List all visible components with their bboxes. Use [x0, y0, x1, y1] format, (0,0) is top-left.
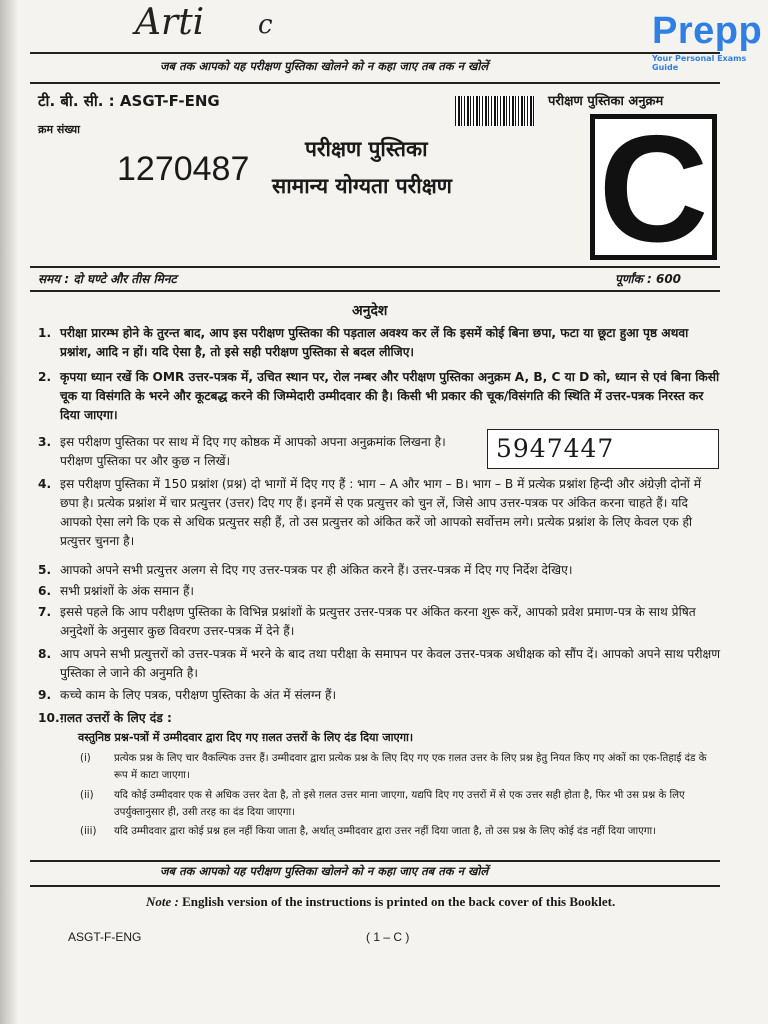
bottom-rule [30, 860, 720, 862]
roll-number-handwritten: 5947447 [496, 434, 615, 463]
top-rule [30, 52, 720, 54]
instruction-4: 4. इस परीक्षण पुस्तिका में 150 प्रश्नांश (प्रश्न) दो भागों में दिए गए हैं : भाग – A और भाग – B। भाग – B में प्रत्येक प्रश्नांश हिन्दी और अंग्रेज़ी दोनों में छपा है। प्रत्येक प्रश्नांश में चार प्रत्युत्तर (उत्तर) दिए गए हैं। इनमें से एक प्रत्युत्तर को चुन लें, जिसे आप उत्तर-पत्रक पर अंकित करना चाहते हैं। यदि आपको ऐसा लगे कि एक से अधिक प्रत्युत्तर सही हैं, तो उस प्रत्युत्तर को अंकित करें जो आपको सर्वोत्तम लगे। प्रत्येक प्रश्नांश के लिए केवल एक ही प्रत्युत्तर चुनना है। [38, 477, 702, 548]
instruction-10: 10. ग़लत उत्तरों के लिए दंड : [38, 711, 172, 725]
bottom-rule-2 [30, 885, 720, 887]
instruction-1: 1. परीक्षा प्रारम्भ होने के तुरन्त बाद, आप इस परीक्षण पुस्तिका की पड़ताल अवश्य कर लें कि इसमें कोई बिना छपा, फटा या छूटा हुआ पृष्ठ अथवा प्रश्नांश, आदि न हों। यदि ऐसा है, तो इसे सही परीक्षण पुस्तिका से बदल लीजिए। [38, 326, 689, 359]
penalty-item-3: (iii) यदि उम्मीदवार द्वारा कोई प्रश्न हल नहीं किया जाता है, अर्थात् उम्मीदवार द्वारा उत्तर नहीं दिया जाता है, तो उस प्रश्न के लिए कोई दंड नहीं दिया जाएगा। [80, 826, 656, 837]
series-label: परीक्षण पुस्तिका अनुक्रम [548, 94, 664, 109]
booklet-title: परीक्षण पुस्तिका [305, 137, 428, 161]
booklet-subtitle: सामान्य योग्यता परीक्षण [272, 174, 452, 198]
instruction-3: 3. इस परीक्षण पुस्तिका पर साथ में दिए गए कोष्ठक में आपको अपना अनुक्रमांक लिखना है। परीक्षण पुस्तिका पर और कुछ न लिखें। [38, 435, 446, 468]
handwritten-name: Arti [135, 2, 205, 43]
instruction-2: 2. कृपया ध्यान रखें कि OMR उत्तर-पत्रक में, उचित स्थान पर, रोल नम्बर और परीक्षण पुस्तिका अनुक्रम A, B, C या D को, ध्यान से एवं बिना किसी चूक या विसंगति के भरने और कूटबद्ध करने की जिम्मेदारी उम्मीदवार की है। किसी भी प्रकार की चूक/विसंगति की स्थिति में उत्तर-पत्रक निरस्त कर दिया जाएगा। [38, 370, 720, 422]
penalty-intro: वस्तुनिष्ठ प्रश्न-पत्रों में उम्मीदवार द्वारा दिए गए ग़लत उत्तरों के लिए दंड दिया जाएगा। [78, 731, 414, 744]
note-text: English version of the instructions is printed on the back cover of this Booklet. [182, 894, 616, 909]
penalty-item-1: (i) प्रत्येक प्रश्न के लिए चार वैकल्पिक उत्तर हैं। उम्मीदवार द्वारा प्रत्येक प्रश्न के लिए दिए गए एक ग़लत उत्तर के लिए प्रश्न हेतु नियत किए गए अंकों का एक-तिहाई दंड के रूप में काटा जाएगा। [80, 753, 707, 781]
english-note [146, 894, 615, 910]
top-rule-2 [30, 82, 720, 84]
note-label: Note : [146, 894, 179, 909]
prepp-logo: Prepp [652, 10, 763, 52]
meta-rule [30, 266, 720, 268]
total-marks: पूर्णांक : 600 [615, 272, 682, 286]
instruction-6: 6. सभी प्रश्नांशों के अंक समान हैं। [38, 584, 195, 598]
roll-number-box[interactable] [487, 429, 719, 469]
logo-tagline: Your Personal Exams Guide [652, 54, 747, 72]
handwritten-mark: c [258, 10, 273, 40]
footer-code: ASGT-F-ENG [68, 930, 142, 944]
exam-time: समय : दो घण्टे और तीस मिनट [38, 272, 177, 286]
page-number: ( 1 – C ) [366, 930, 410, 944]
serial-label: क्रम संख्या [38, 123, 80, 136]
instruction-7: 7. इससे पहले कि आप परीक्षण पुस्तिका के विभिन्न प्रश्नांशों के प्रत्युत्तर उत्तर-पत्रक पर अंकित करना शुरू करें, आपको प्रवेश प्रमाण-पत्र के साथ प्रेषित अनुदेशों के अनुसार कुछ विवरण उत्तर-पत्रक में देने हैं। [38, 605, 696, 638]
series-letter-box: C [590, 114, 717, 260]
instructions-heading: अनुदेश [352, 303, 388, 319]
series-code: टी. बी. सी. : ASGT-F-ENG [38, 92, 220, 110]
top-warning: जब तक आपको यह परीक्षण पुस्तिका खोलने को न कहा जाए तब तक न खोलें [160, 59, 489, 73]
serial-number: 1270487 [117, 150, 250, 188]
instruction-5: 5. आपको अपने सभी प्रत्युत्तर अलग से दिए गए उत्तर-पत्रक पर ही अंकित करने हैं। उत्तर-पत्रक में दिए गए निर्देश देखिए। [38, 563, 573, 577]
penalty-item-2: (ii) यदि कोई उम्मीदवार एक से अधिक उत्तर देता है, तो इसे ग़लत उत्तर माना जाएगा, यद्यपि दिए गए उत्तरों में से एक उत्तर सही होता है, फिर भी उस प्रश्न के लिए उपर्युक्तानुसार ही, उसी तरह का दंड दिया जाएगा। [80, 790, 685, 818]
instruction-9: 9. कच्चे काम के लिए पत्रक, परीक्षण पुस्तिका के अंत में संलग्न हैं। [38, 688, 337, 702]
bottom-warning: जब तक आपको यह परीक्षण पुस्तिका खोलने को न कहा जाए तब तक न खोलें [160, 864, 489, 878]
page-edge-shadow [0, 0, 18, 1024]
barcode [455, 96, 535, 126]
meta-rule-2 [30, 290, 720, 292]
instruction-8: 8. आप अपने सभी प्रत्युत्तरों को उत्तर-पत्रक में भरने के बाद तथा परीक्षा के समापन पर केवल उत्तर-पत्रक अधीक्षक को सौंप दें। आपको अपने साथ परीक्षण पुस्तिका ले जाने की अनुमति है। [38, 647, 721, 680]
